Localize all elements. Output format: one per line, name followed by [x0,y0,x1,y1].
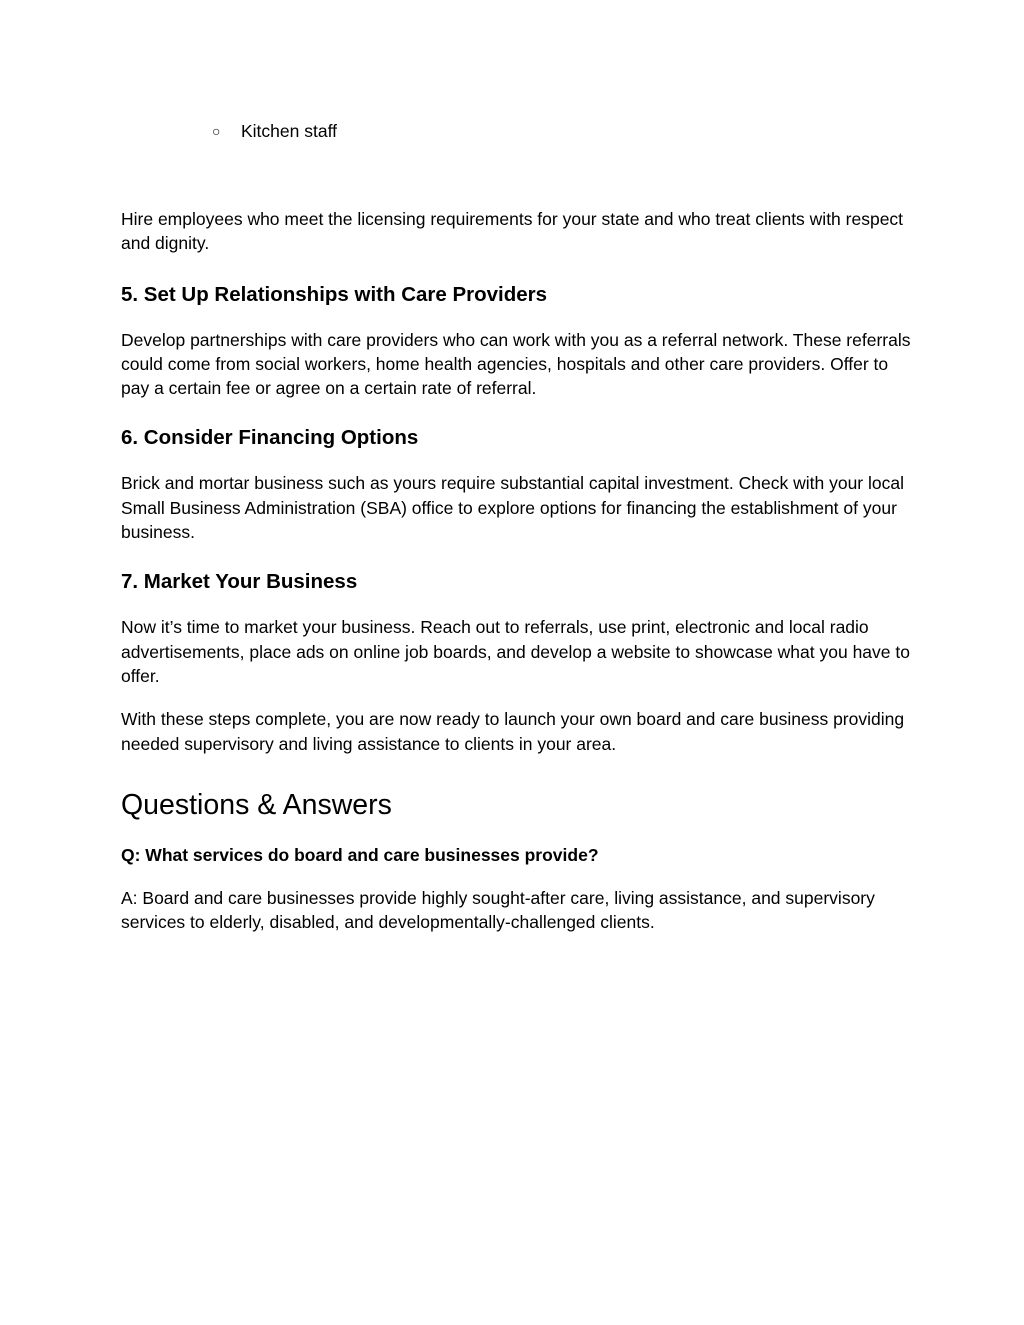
qa-title: Questions & Answers [121,788,392,821]
list-item-text: Kitchen staff [241,121,337,141]
section-body-relationships: Develop partnerships with care providers who can work with you as a referral network. These referrals could come from social workers, home health agencies, hospitals and other care providers. Offer to pay a certain fee or agree on a certain rate of referral. [121,329,911,399]
hollow-bullet-icon: ○ [212,123,221,139]
section-heading-marketing: 7. Market Your Business [121,570,358,594]
closing-paragraph: With these steps complete, you are now ready to launch your own board and care business providing needed supervisory and living assistance to clients in your area. [121,709,905,754]
section-body-marketing: Now it’s time to market your business. Reach out to referrals, use print, electronic and local radio advertisements, place ads on online job boards, and develop a website to showcase what you have to offer. [121,617,910,686]
qa-answer: A: Board and care businesses provide highly sought-after care, living assistance, and supervisory services to elderly, disabled, and developmentally-challenged clients. [121,887,875,933]
section-body-financing: Brick and mortar business such as yours require substantial capital investment. Check with your local Small Business Administration (SBA) office to explore options for financing the establishment of your business. [121,473,904,543]
section-heading-relationships: 5. Set Up Relationships with Care Providers [121,282,548,306]
document-content [121,118,911,934]
section-heading-financing: 6. Consider Financing Options [121,426,419,450]
hire-paragraph: Hire employees who meet the licensing requirements for your state and who treat clients with respect and dignity. [121,209,904,254]
spacer [121,144,911,207]
qa-question: Q: What services do board and care businesses provide? [121,844,599,865]
list-item [212,118,911,144]
